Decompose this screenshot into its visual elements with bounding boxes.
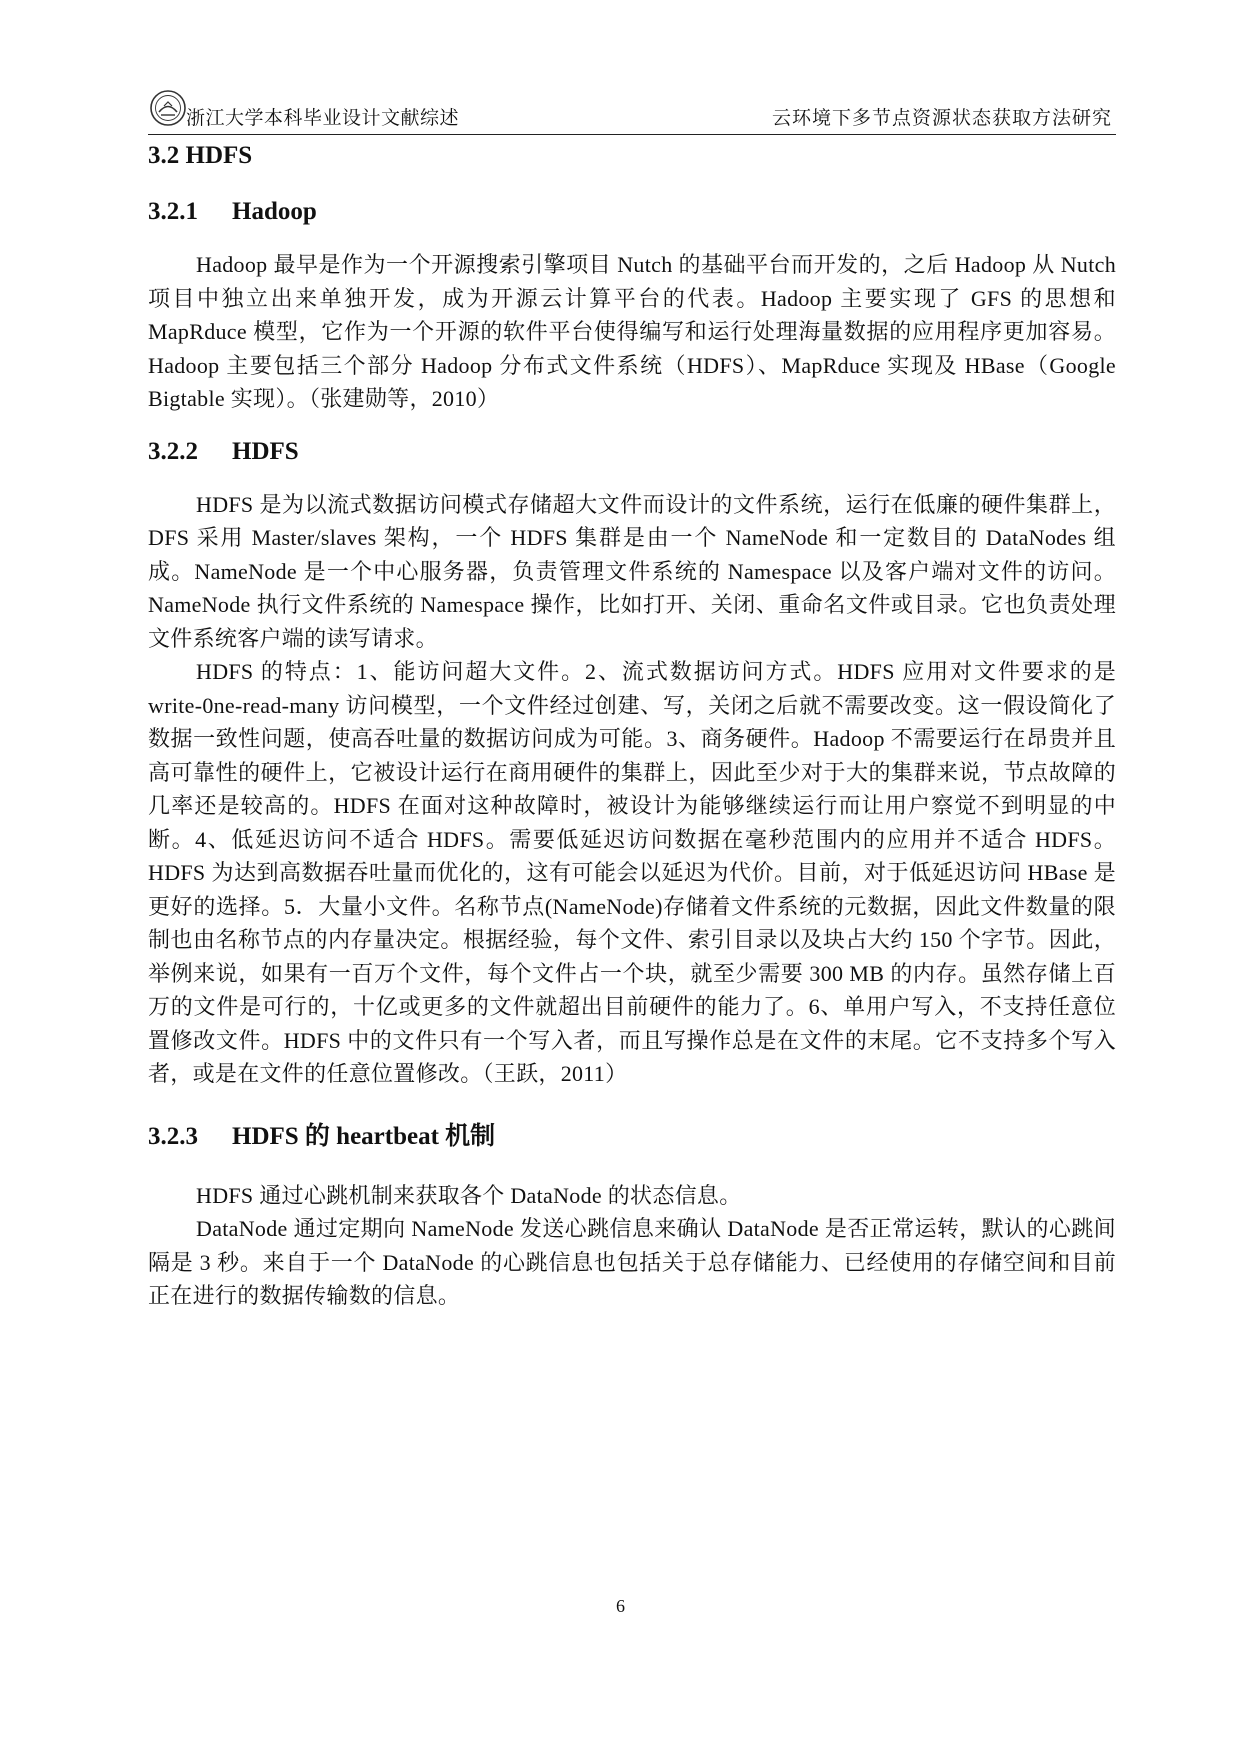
section-number: 3.2.1 bbox=[148, 198, 198, 225]
section-number: 3.2.3 bbox=[148, 1122, 198, 1150]
paragraph-hdfs-intro: HDFS 是为以流式数据访问模式存储超大文件而设计的文件系统，运行在低廉的硬件集群上，DFS 采用 Master/slaves 架构，一个 HDFS 集群是由一个 NameNode 和一定数目的 DataNodes 组成。NameNode 是一个中心服务器，负责管理文件系统的 Namespace 以及客户端对文件的访问。NameNode 执行文件系统的 Namespace 操作，比如打开、关闭、重命名文件或目录。它也负责处理文件系统客户端的读写请求。 bbox=[148, 491, 1116, 651]
section-3-2-3-heading bbox=[148, 1119, 1116, 1155]
section-title: HDFS 的 heartbeat 机制 bbox=[232, 1122, 496, 1150]
zju-seal-icon bbox=[148, 88, 188, 128]
header-left-title: 浙江大学本科毕业设计文献综述 bbox=[186, 108, 460, 129]
paragraph-hdfs-features: HDFS 的特点：1、能访问超大文件。2、流式数据访问方式。HDFS 应用对文件要求的是 write-0ne-read-many 访问模型，一个文件经过创建、写，关闭之后就不需要改变。这一假设简化了数据一致性问题，使高吞吐量的数据访问成为可能。3、商务硬件。Hadoop 不需要运行在昂贵并且高可靠性的硬件上，它被设计运行在商用硬件的集群上，因此至少对于大的集群来说，节点故障的几率还是较高的。HDFS 在面对这种故障时，被设计为能够继续运行而让用户察觉不到明显的中断。4、低延迟访问不适合 HDFS。需要低延迟访问数据在毫秒范围内的应用并不适合 HDFS。HDFS 为达到高数据吞吐量而优化的，这有可能会以延迟为代价。目前，对于低延迟访问 HBase 是更好的选择。5．大量小文件。名称节点(NameNode)存储着文件系统的元数据，因此文件数量的限制也由名称节点的内存量决定。根据经验，每个文件、索引目录以及块占大约 150 个字节。因此，举例来说，如果有一百万个文件，每个文件占一个块，就至少需要 300 MB 的内存。虽然存储上百万的文件是可行的，十亿或更多的文件就超出目前硬件的能力了。6、单用户写入，不支持任意位置修改文件。HDFS 中的文件只有一个写入者，而且写操作总是在文件的末尾。它不支持多个写入者，或是在文件的任意位置修改。（王跃，2011） bbox=[148, 659, 1116, 1086]
document-body bbox=[148, 134, 1116, 1313]
section-title: HDFS bbox=[232, 437, 299, 465]
page-header bbox=[148, 86, 1116, 135]
section-title: Hadoop bbox=[232, 198, 317, 225]
header-right-title: 云环境下多节点资源状态获取方法研究 bbox=[771, 108, 1112, 129]
page-number: 6 bbox=[616, 1596, 625, 1616]
section-3-2-1-heading bbox=[148, 194, 1116, 230]
paragraph-heartbeat-intro: HDFS 通过心跳机制来获取各个 DataNode 的状态信息。 bbox=[196, 1182, 742, 1208]
section-3-2-2-heading bbox=[148, 434, 1116, 470]
section-number: 3.2.2 bbox=[148, 437, 198, 465]
section-3-2-heading: 3.2 HDFS bbox=[148, 142, 253, 169]
paragraph-heartbeat-detail: DataNode 通过定期向 NameNode 发送心跳信息来确认 DataNode 是否正常运转，默认的心跳间隔是 3 秒。来自于一个 DataNode 的心跳信息也包括关于总存储能力、已经使用的存储空间和目前正在进行的数据传输数的信息。 bbox=[148, 1216, 1116, 1308]
paragraph-hadoop: Hadoop 最早是作为一个开源搜索引擎项目 Nutch 的基础平台而开发的，之后 Hadoop 从 Nutch 项目中独立出来单独开发，成为开源云计算平台的代表。Hadoop 主要实现了 GFS 的思想和 MapRduce 模型，它作为一个开源的软件平台使得编写和运行处理海量数据的应用程序更加容易。Hadoop 主要包括三个部分 Hadoop 分布式文件系统（HDFS）、MapRduce 实现及 HBase（Google Bigtable 实现）。（张建勋等，2010） bbox=[148, 252, 1116, 411]
